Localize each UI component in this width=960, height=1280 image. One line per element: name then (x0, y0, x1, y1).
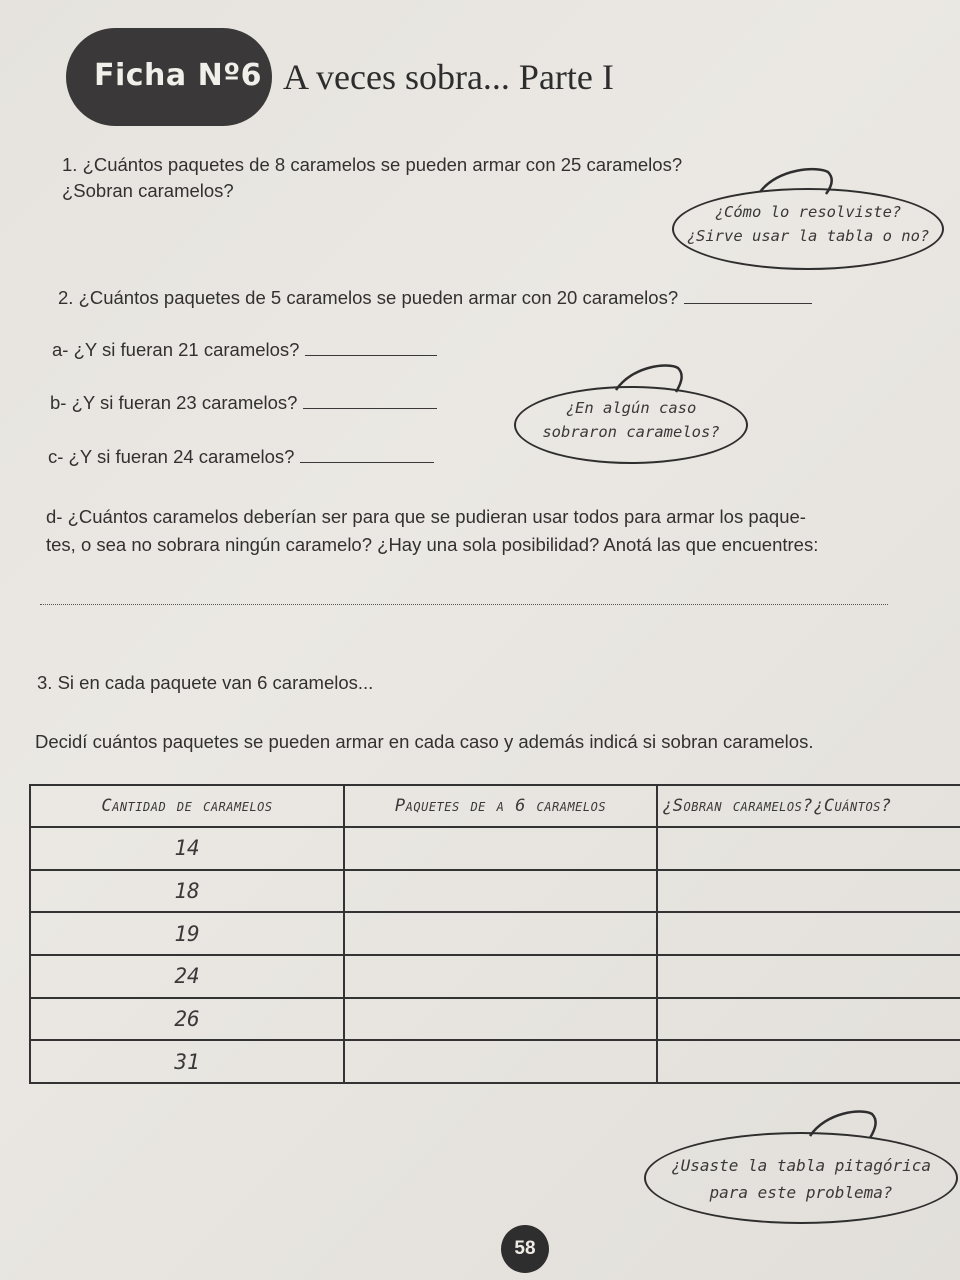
answer-blank-2a[interactable] (305, 354, 437, 356)
bubble-tail (758, 164, 848, 196)
answer-blank-2c[interactable] (300, 461, 434, 463)
column-header-paquetes: Paquetes de a 6 caramelos (344, 785, 657, 827)
table-row (30, 955, 960, 998)
table-cell-cantidad: 31 (30, 1040, 344, 1083)
question-1-line-2: ¿Sobran caramelos? (62, 180, 234, 201)
caramelos-table (29, 784, 960, 1084)
question-2d-line-2: tes, o sea no sobrara ningún caramelo? ¿Hay una sola posibilidad? Anotá las que encuentres: (46, 534, 819, 555)
bubble-1-line-2: ¿Sirve usar la tabla o no? (686, 227, 930, 245)
badge-label: Ficha Nº6 (94, 58, 263, 93)
table-cell-paquetes[interactable] (344, 827, 657, 870)
table-cell-cantidad: 24 (30, 955, 344, 998)
table-cell-sobran[interactable] (657, 912, 960, 955)
bubble-2-line-2: sobraron caramelos? (542, 423, 720, 441)
bubble-tail (612, 360, 702, 394)
table-cell-paquetes[interactable] (344, 998, 657, 1041)
table-header-row (30, 785, 960, 827)
table-row (30, 827, 960, 870)
bubble-2-line-1: ¿En algún caso (565, 399, 697, 417)
table-cell-sobran[interactable] (657, 955, 960, 998)
question-2c (48, 443, 434, 470)
table-cell-sobran[interactable] (657, 870, 960, 913)
table-cell-paquetes[interactable] (344, 870, 657, 913)
question-3-line-1: 3. Si en cada paquete van 6 caramelos... (37, 672, 374, 693)
bubble-3-line-1: ¿Usaste la tabla pitagórica (670, 1156, 932, 1175)
question-1-line-1: 1. ¿Cuántos paquetes de 8 caramelos se pueden armar con 25 caramelos? (62, 154, 683, 175)
bubble-3-line-2: para este problema? (709, 1183, 893, 1202)
table-cell-paquetes[interactable] (344, 912, 657, 955)
table-row (30, 1040, 960, 1083)
bubble-1-line-1: ¿Cómo lo resolviste? (714, 203, 902, 221)
question-2b-text: b- ¿Y si fueran 23 caramelos? (50, 392, 298, 413)
question-2c-text: c- ¿Y si fueran 24 caramelos? (48, 446, 295, 467)
question-2a-text: a- ¿Y si fueran 21 caramelos? (52, 339, 300, 360)
table-cell-sobran[interactable] (657, 1040, 960, 1083)
answer-blank-2[interactable] (684, 302, 812, 304)
table-cell-cantidad: 19 (30, 912, 344, 955)
question-3-line-2: Decidí cuántos paquetes se pueden armar en cada caso y además indicá si sobran caramelos. (35, 731, 814, 752)
speech-bubble-1 (672, 188, 944, 270)
table-row (30, 998, 960, 1041)
question-2d-line-1: d- ¿Cuántos caramelos deberían ser para que se pudieran usar todos para armar los paque- (46, 506, 806, 527)
question-2a (52, 336, 437, 363)
table-cell-paquetes[interactable] (344, 955, 657, 998)
answer-dotted-line[interactable] (40, 604, 888, 605)
speech-bubble-2 (514, 386, 748, 464)
answer-blank-2b[interactable] (303, 407, 437, 409)
column-header-sobran: ¿Sobran caramelos?¿Cuántos? (657, 785, 960, 827)
table-cell-sobran[interactable] (657, 998, 960, 1041)
question-2b (50, 389, 437, 416)
question-2 (58, 284, 812, 311)
speech-bubble-3 (644, 1132, 958, 1224)
table-row (30, 912, 960, 955)
table-cell-cantidad: 26 (30, 998, 344, 1041)
worksheet-badge (66, 28, 272, 126)
page-number: 58 (501, 1225, 549, 1273)
table-cell-sobran[interactable] (657, 827, 960, 870)
bubble-tail (806, 1106, 896, 1140)
table-cell-cantidad: 14 (30, 827, 344, 870)
table-row (30, 870, 960, 913)
table-cell-cantidad: 18 (30, 870, 344, 913)
question-2-text: 2. ¿Cuántos paquetes de 5 caramelos se pueden armar con 20 caramelos? (58, 287, 679, 308)
table-cell-paquetes[interactable] (344, 1040, 657, 1083)
page-title: A veces sobra... Parte I (283, 57, 614, 97)
column-header-cantidad: Cantidad de caramelos (30, 785, 344, 827)
